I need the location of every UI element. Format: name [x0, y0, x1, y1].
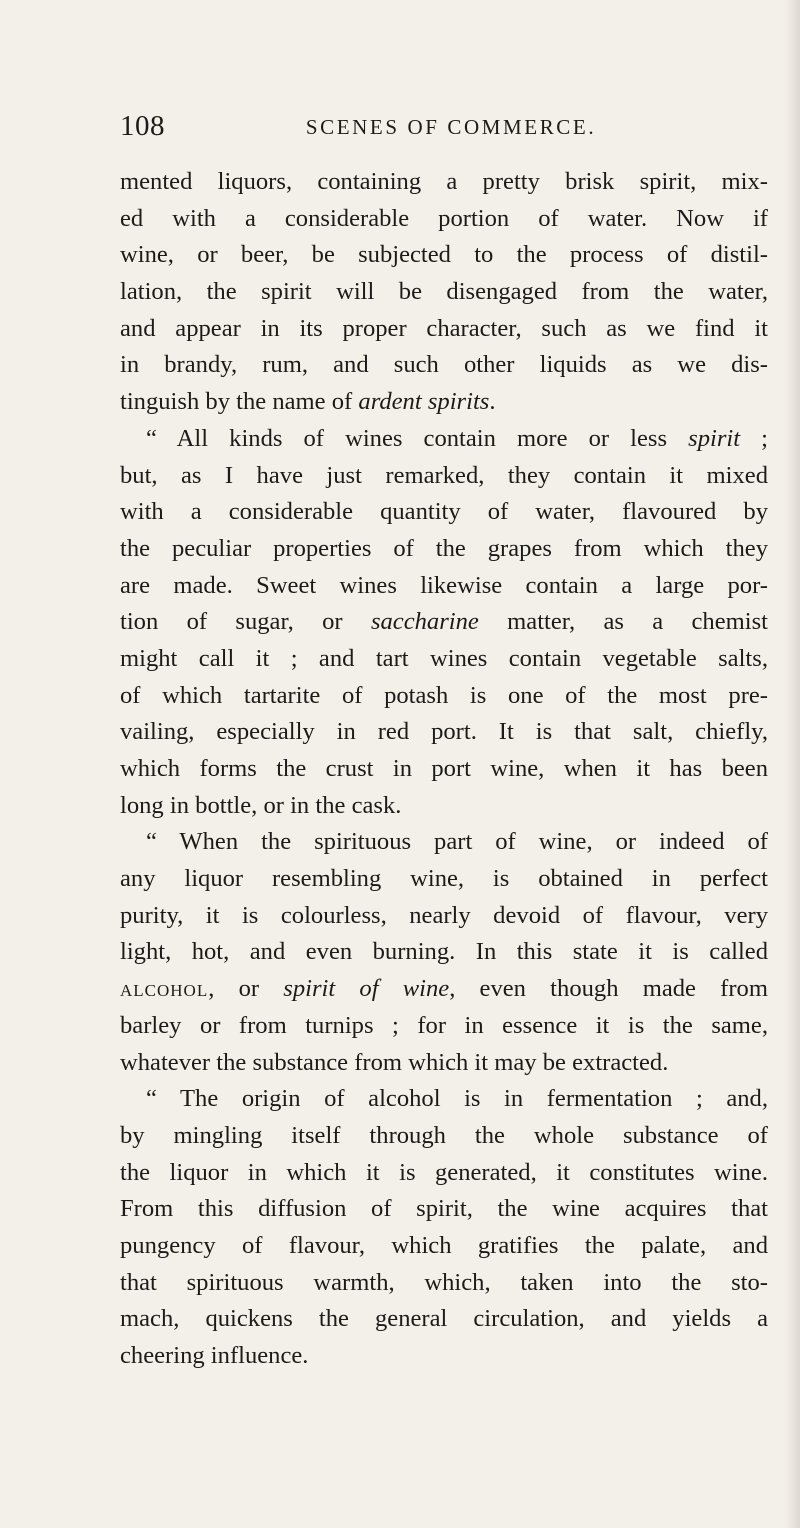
text-line: of which tartarite of potash is one of the most pre- [120, 681, 768, 709]
text-line: ed with a considerable portion of water. Now if [120, 204, 768, 232]
text-line: cheering influence. [120, 1342, 309, 1369]
small-caps-term: alcohol [120, 975, 209, 1003]
text-line: might call it ; and tart wines contain vegetable salts, [120, 644, 768, 672]
paragraph-start-line: “ All kinds of wines contain more or less spirit ; [146, 424, 769, 452]
body-text [120, 164, 768, 1375]
page-edge-shadow [786, 0, 800, 1528]
italic-phrase: spirit of wine [283, 975, 450, 1003]
text-line: tinguish by the name of ardent spirits. [120, 388, 496, 416]
italic-phrase: ardent spirits [358, 388, 490, 416]
text-line: the liquor in which it is generated, it constitutes wine. [120, 1158, 768, 1186]
running-title: SCENES OF COMMERCE. [305, 115, 597, 139]
text-line: that spirituous warmth, which, taken into the sto- [120, 1268, 768, 1296]
text-line: the peculiar properties of the grapes from which they [120, 534, 768, 562]
text-line: pungency of flavour, which gratifies the palate, and [120, 1231, 768, 1259]
text-line: long in bottle, or in the cask. [120, 791, 402, 819]
text-line: with a considerable quantity of water, flavoured by [120, 498, 768, 526]
text-line: alcohol, or spirit of wine, even though made from [120, 975, 768, 1003]
text-line: mented liquors, containing a pretty brisk spirit, mix- [120, 168, 768, 195]
text-line: mach, quickens the general circulation, and yields a [120, 1305, 768, 1333]
running-head [120, 110, 730, 150]
paragraph-start-line: “ The origin of alcohol is in fermentation ; and, [146, 1085, 768, 1113]
text-line: whatever the substance from which it may be extracted. [120, 1048, 669, 1076]
text-line: any liquor resembling wine, is obtained in perfect [120, 865, 768, 893]
text-line: but, as I have just remarked, they contain it mixed [120, 461, 768, 489]
text-line: From this diffusion of spirit, the wine acquires that [120, 1195, 768, 1223]
page-number: 108 [120, 110, 165, 142]
italic-phrase: spirit [688, 424, 741, 452]
text-line: barley or from turnips ; for in essence it is the same, [120, 1011, 768, 1039]
text-line: lation, the spirit will be disengaged from the water, [120, 278, 768, 306]
text-line: wine, or beer, be subjected to the process of distil- [120, 241, 768, 269]
text-line: light, hot, and even burning. In this state it is called [120, 938, 768, 966]
italic-phrase: saccharine [370, 608, 479, 636]
text-line: which forms the crust in port wine, when it has been [120, 755, 768, 782]
text-line: and appear in its proper character, such as we find it [120, 314, 768, 342]
text-line: in brandy, rum, and such other liquids as we dis- [120, 351, 768, 379]
text-line: by mingling itself through the whole substance of [120, 1121, 768, 1149]
text-line: tion of sugar, or saccharine matter, as a chemist [120, 608, 768, 636]
text-line: are made. Sweet wines likewise contain a large por- [120, 571, 768, 599]
text-line: purity, it is colourless, nearly devoid of flavour, very [120, 901, 768, 929]
text-line: vailing, especially in red port. It is that salt, chiefly, [120, 718, 768, 746]
paragraph-start-line: “ When the spirituous part of wine, or indeed of [146, 828, 768, 856]
